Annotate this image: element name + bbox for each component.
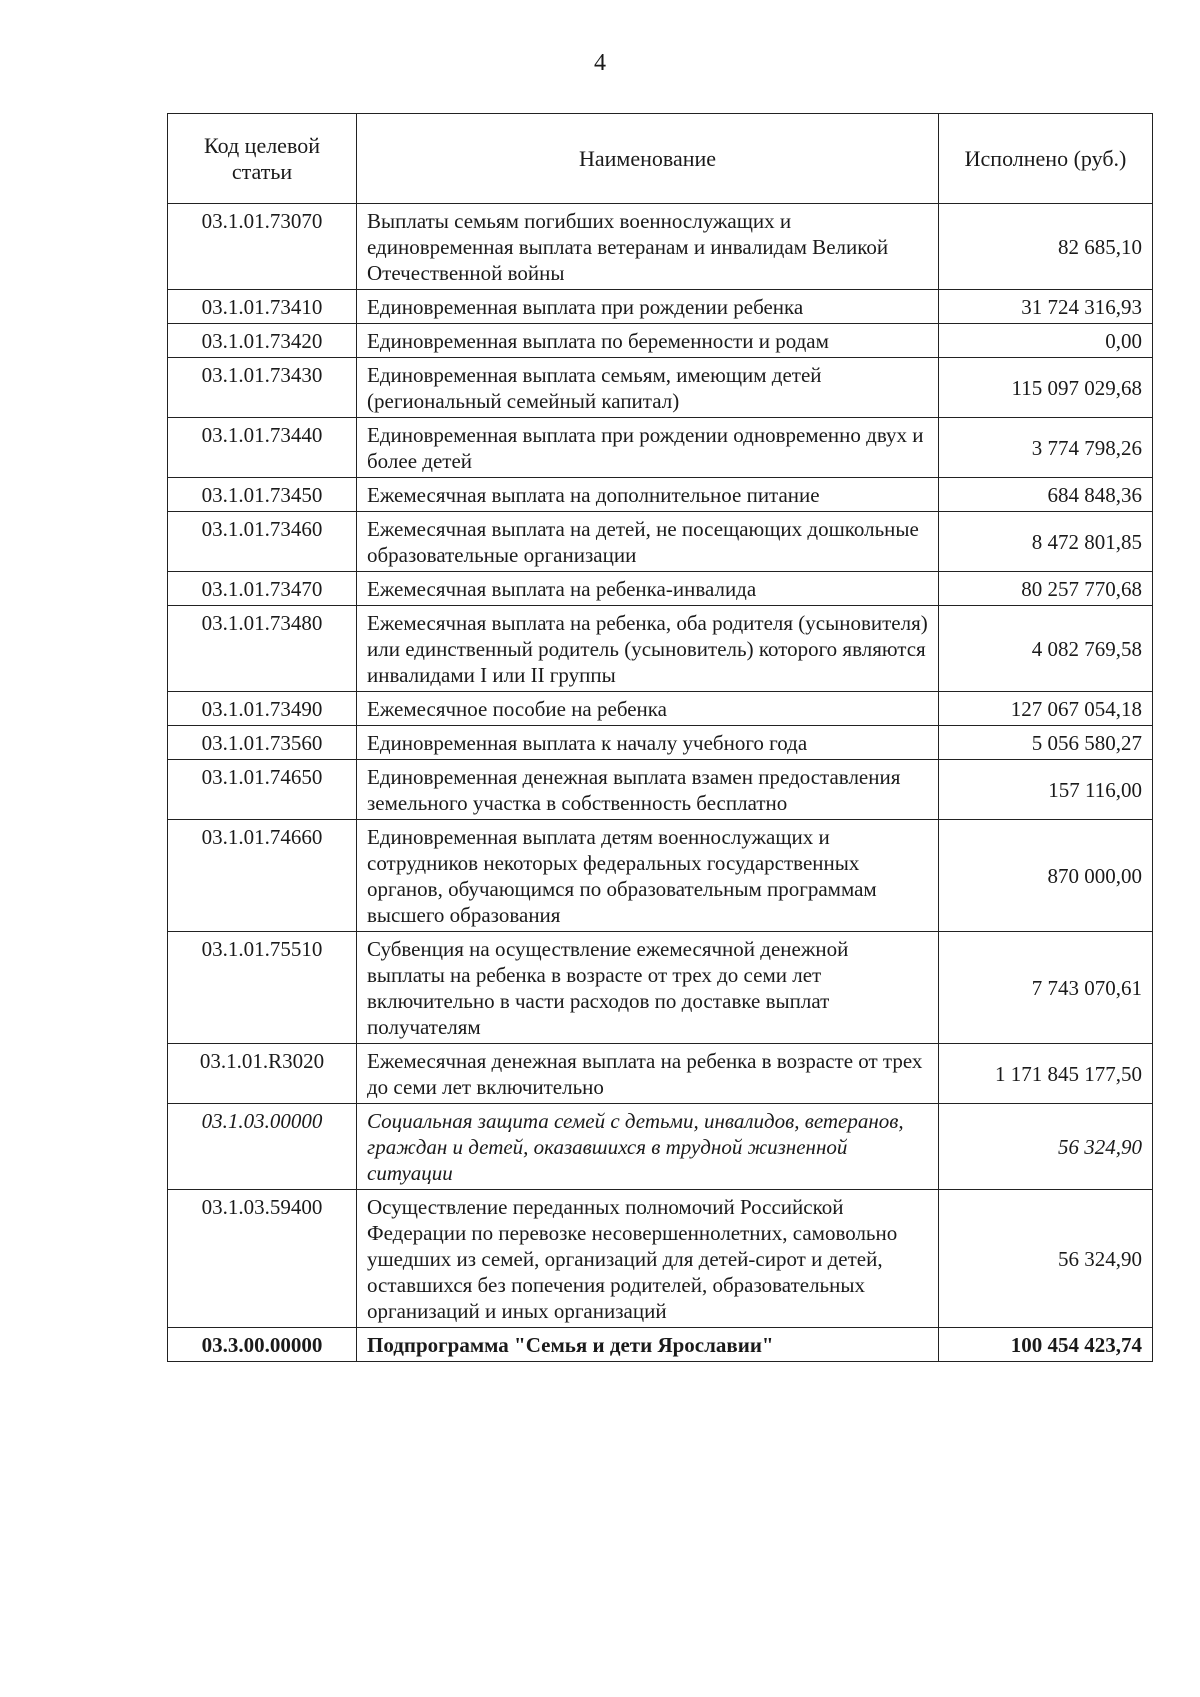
row-name: Единовременная выплата семьям, имеющим детей (региональный семейный капитал) [357, 358, 939, 418]
row-amount: 100 454 423,74 [939, 1328, 1153, 1362]
row-amount: 4 082 769,58 [939, 606, 1153, 692]
row-amount: 8 472 801,85 [939, 512, 1153, 572]
row-code: 03.1.01.75510 [168, 932, 357, 1044]
row-amount: 115 097 029,68 [939, 358, 1153, 418]
row-name: Осуществление переданных полномочий Российской Федерации по перевозке несовершеннолетних, самовольно ушедших из семей, организаций для детей-сирот и детей, оставшихся без попечения родителей, образовательных организаций и иных организаций [357, 1190, 939, 1328]
table-row [168, 204, 1153, 290]
row-name: Единовременная выплата по беременности и родам [357, 324, 939, 358]
row-amount: 870 000,00 [939, 820, 1153, 932]
row-name: Социальная защита семей с детьми, инвалидов, ветеранов, граждан и детей, оказавшихся в трудной жизненной ситуации [357, 1104, 939, 1190]
row-code: 03.1.01.73560 [168, 726, 357, 760]
row-code: 03.1.01.73430 [168, 358, 357, 418]
row-name: Единовременная выплата при рождении одновременно двух и более детей [357, 418, 939, 478]
header-code: Код целевой статьи [168, 114, 357, 204]
table-row [168, 692, 1153, 726]
row-name: Единовременная денежная выплата взамен предоставления земельного участка в собственность бесплатно [357, 760, 939, 820]
row-name: Ежемесячная денежная выплата на ребенка в возрасте от трех до семи лет включительно [357, 1044, 939, 1104]
row-name: Ежемесячная выплата на детей, не посещающих дошкольные образовательные организации [357, 512, 939, 572]
row-code: 03.1.01.73070 [168, 204, 357, 290]
row-amount: 56 324,90 [939, 1104, 1153, 1190]
row-code: 03.1.01.73460 [168, 512, 357, 572]
row-code: 03.1.01.74660 [168, 820, 357, 932]
row-name: Единовременная выплата детям военнослужащих и сотрудников некоторых федеральных государственных органов, обучающимся по образовательным программам высшего образования [357, 820, 939, 932]
table-row [168, 512, 1153, 572]
row-name: Единовременная выплата при рождении ребенка [357, 290, 939, 324]
row-amount: 82 685,10 [939, 204, 1153, 290]
row-code: 03.1.01.73490 [168, 692, 357, 726]
row-code: 03.1.03.00000 [168, 1104, 357, 1190]
table-header-row [168, 114, 1153, 204]
row-amount: 31 724 316,93 [939, 290, 1153, 324]
row-name: Субвенция на осуществление ежемесячной денежной выплаты на ребенка в возрасте от трех до семи лет включительно в части расходов по доставке выплат получателям [357, 932, 939, 1044]
table-row [168, 932, 1153, 1044]
table-row [168, 324, 1153, 358]
row-name: Ежемесячная выплата на ребенка-инвалида [357, 572, 939, 606]
row-amount: 1 171 845 177,50 [939, 1044, 1153, 1104]
row-code: 03.1.01.73450 [168, 478, 357, 512]
row-name: Ежемесячное пособие на ребенка [357, 692, 939, 726]
budget-table [167, 113, 1153, 1362]
row-code: 03.1.01.73440 [168, 418, 357, 478]
row-amount: 80 257 770,68 [939, 572, 1153, 606]
table-row [168, 1104, 1153, 1190]
table-row [168, 358, 1153, 418]
table-row [168, 1328, 1153, 1362]
table-row [168, 820, 1153, 932]
row-amount: 684 848,36 [939, 478, 1153, 512]
row-name: Выплаты семьям погибших военнослужащих и единовременная выплата ветеранам и инвалидам Великой Отечественной войны [357, 204, 939, 290]
row-amount: 5 056 580,27 [939, 726, 1153, 760]
row-amount: 56 324,90 [939, 1190, 1153, 1328]
row-amount: 7 743 070,61 [939, 932, 1153, 1044]
page-number: 4 [594, 50, 606, 76]
row-code: 03.3.00.00000 [168, 1328, 357, 1362]
row-name: Подпрограмма "Семья и дети Ярославии" [357, 1328, 939, 1362]
header-name: Наименование [357, 114, 939, 204]
row-code: 03.1.01.73480 [168, 606, 357, 692]
table-row [168, 290, 1153, 324]
row-amount: 0,00 [939, 324, 1153, 358]
row-name: Единовременная выплата к началу учебного года [357, 726, 939, 760]
row-amount: 3 774 798,26 [939, 418, 1153, 478]
table-row [168, 418, 1153, 478]
table-row [168, 1190, 1153, 1328]
table-row [168, 606, 1153, 692]
table-row [168, 760, 1153, 820]
row-name: Ежемесячная выплата на дополнительное питание [357, 478, 939, 512]
row-code: 03.1.01.73470 [168, 572, 357, 606]
table-row [168, 572, 1153, 606]
table-row [168, 1044, 1153, 1104]
row-code: 03.1.01.73420 [168, 324, 357, 358]
row-name: Ежемесячная выплата на ребенка, оба родителя (усыновителя) или единственный родитель (усыновитель) которого являются инвалидами I или II группы [357, 606, 939, 692]
row-amount: 127 067 054,18 [939, 692, 1153, 726]
table-row [168, 726, 1153, 760]
row-code: 03.1.03.59400 [168, 1190, 357, 1328]
row-amount: 157 116,00 [939, 760, 1153, 820]
row-code: 03.1.01.73410 [168, 290, 357, 324]
header-amount: Исполнено (руб.) [939, 114, 1153, 204]
table-row [168, 478, 1153, 512]
row-code: 03.1.01.R3020 [168, 1044, 357, 1104]
row-code: 03.1.01.74650 [168, 760, 357, 820]
